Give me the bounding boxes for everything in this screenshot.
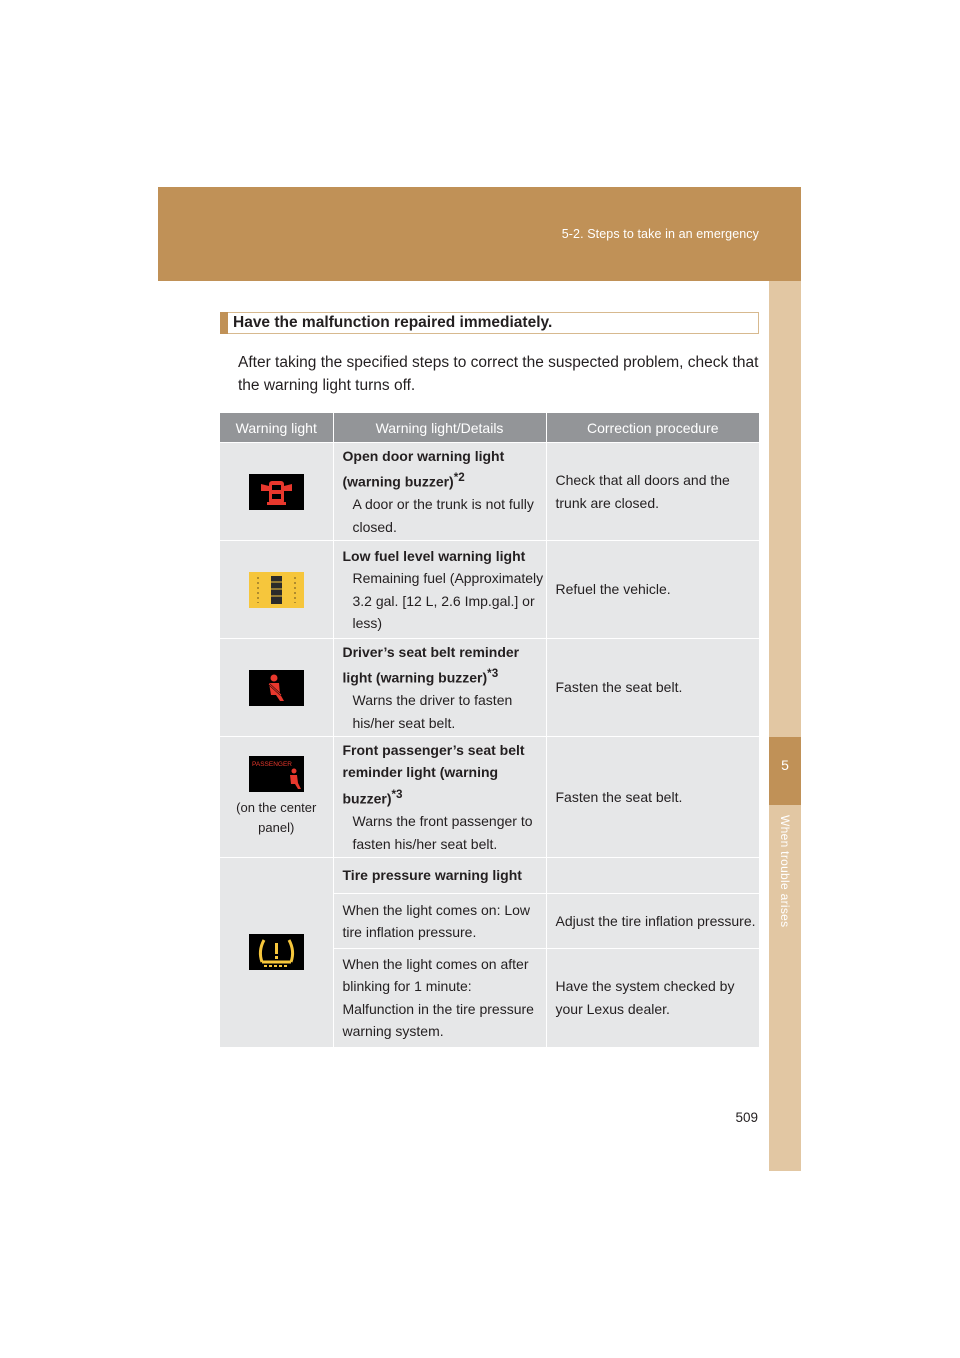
warning-light-cell (220, 443, 333, 541)
warning-light-name-text: Open door warning light (warning buzzer) (342, 447, 505, 490)
warning-light-name: Tire pressure warning light (342, 867, 522, 884)
correction-cell: Refuel the vehicle. (546, 541, 759, 639)
warning-light-name: Low fuel level warning light (342, 547, 526, 564)
correction-cell: Fasten the seat belt. (546, 737, 759, 858)
correction-cell: Have the system checked by your Lexus dealer. (546, 949, 759, 1047)
warning-detail-cell (333, 639, 546, 737)
correction-cell: Check that all doors and the trunk are closed. (546, 443, 759, 541)
chapter-number: 5 (781, 757, 789, 773)
warning-detail-text: Warns the driver to fasten his/her seat belt. (352, 692, 513, 731)
table-header-row (220, 413, 759, 443)
running-header: 5-2. Steps to take in an emergency (561, 227, 759, 241)
correction-cell: Adjust the tire inflation pressure. (546, 894, 759, 949)
heading-bar (220, 312, 228, 334)
column-header: Warning light (220, 413, 333, 443)
passenger-seat-belt-icon (249, 756, 304, 792)
table-row (220, 443, 759, 541)
correction-cell (546, 858, 759, 894)
column-header: Correction procedure (546, 413, 759, 443)
section-heading (220, 312, 759, 334)
table-row (220, 858, 759, 894)
warning-detail-cell (333, 858, 546, 894)
page-number: 509 (735, 1110, 758, 1125)
intro-paragraph: After taking the specified steps to correct the suspected problem, check that the warning light turns off. (238, 354, 759, 394)
warning-detail-cell (333, 443, 546, 541)
chapter-label: When trouble arises (778, 815, 792, 928)
warning-light-table (220, 413, 759, 1047)
warning-detail-cell (333, 541, 546, 639)
column-header: Warning light/Details (333, 413, 546, 443)
passenger-icon-text: PASSENGER (251, 761, 292, 768)
tire-pressure-icon (249, 934, 304, 970)
section-heading-text: Have the malfunction repaired immediately. (233, 314, 553, 331)
warning-light-cell (220, 858, 333, 1047)
warning-detail-text: Warns the front passenger to fasten his/her seat belt. (352, 813, 533, 852)
warning-detail-text: A door or the trunk is not fully closed. (352, 496, 534, 535)
warning-condition-cell: When the light comes on after blinking for 1 minute: Malfunction in the tire pressure warning system. (333, 949, 546, 1047)
footnote-mark: *2 (453, 471, 465, 485)
side-strip (769, 281, 801, 1171)
header-band (158, 187, 801, 281)
warning-detail-cell (333, 737, 546, 858)
chapter-tab[interactable] (769, 737, 801, 805)
warning-detail-text: Remaining fuel (Approximately 3.2 gal. [12 L, 2.6 Imp.gal.] or less) (352, 570, 544, 631)
footnote-mark: *3 (391, 787, 403, 801)
table-row (220, 737, 759, 858)
fuel-gauge-icon (249, 572, 304, 608)
warning-light-cell (220, 737, 333, 858)
warning-light-cell (220, 541, 333, 639)
warning-light-name-text: Driver’s seat belt reminder light (warning buzzer) (342, 643, 520, 686)
warning-light-name (343, 445, 546, 494)
open-door-icon (249, 474, 304, 510)
seat-belt-icon (249, 670, 304, 706)
warning-light-name-text: Front passenger’s seat belt reminder light (warning buzzer) (342, 741, 525, 807)
footnote-mark: *3 (487, 667, 499, 681)
warning-light-name (343, 739, 546, 810)
table-row (220, 639, 759, 737)
table-row (220, 541, 759, 639)
warning-light-cell (220, 639, 333, 737)
warning-light-name (343, 641, 546, 690)
icon-location-note: (on the center panel) (236, 800, 317, 835)
warning-condition-cell: When the light comes on: Low tire inflation pressure. (333, 894, 546, 949)
correction-cell: Fasten the seat belt. (546, 639, 759, 737)
